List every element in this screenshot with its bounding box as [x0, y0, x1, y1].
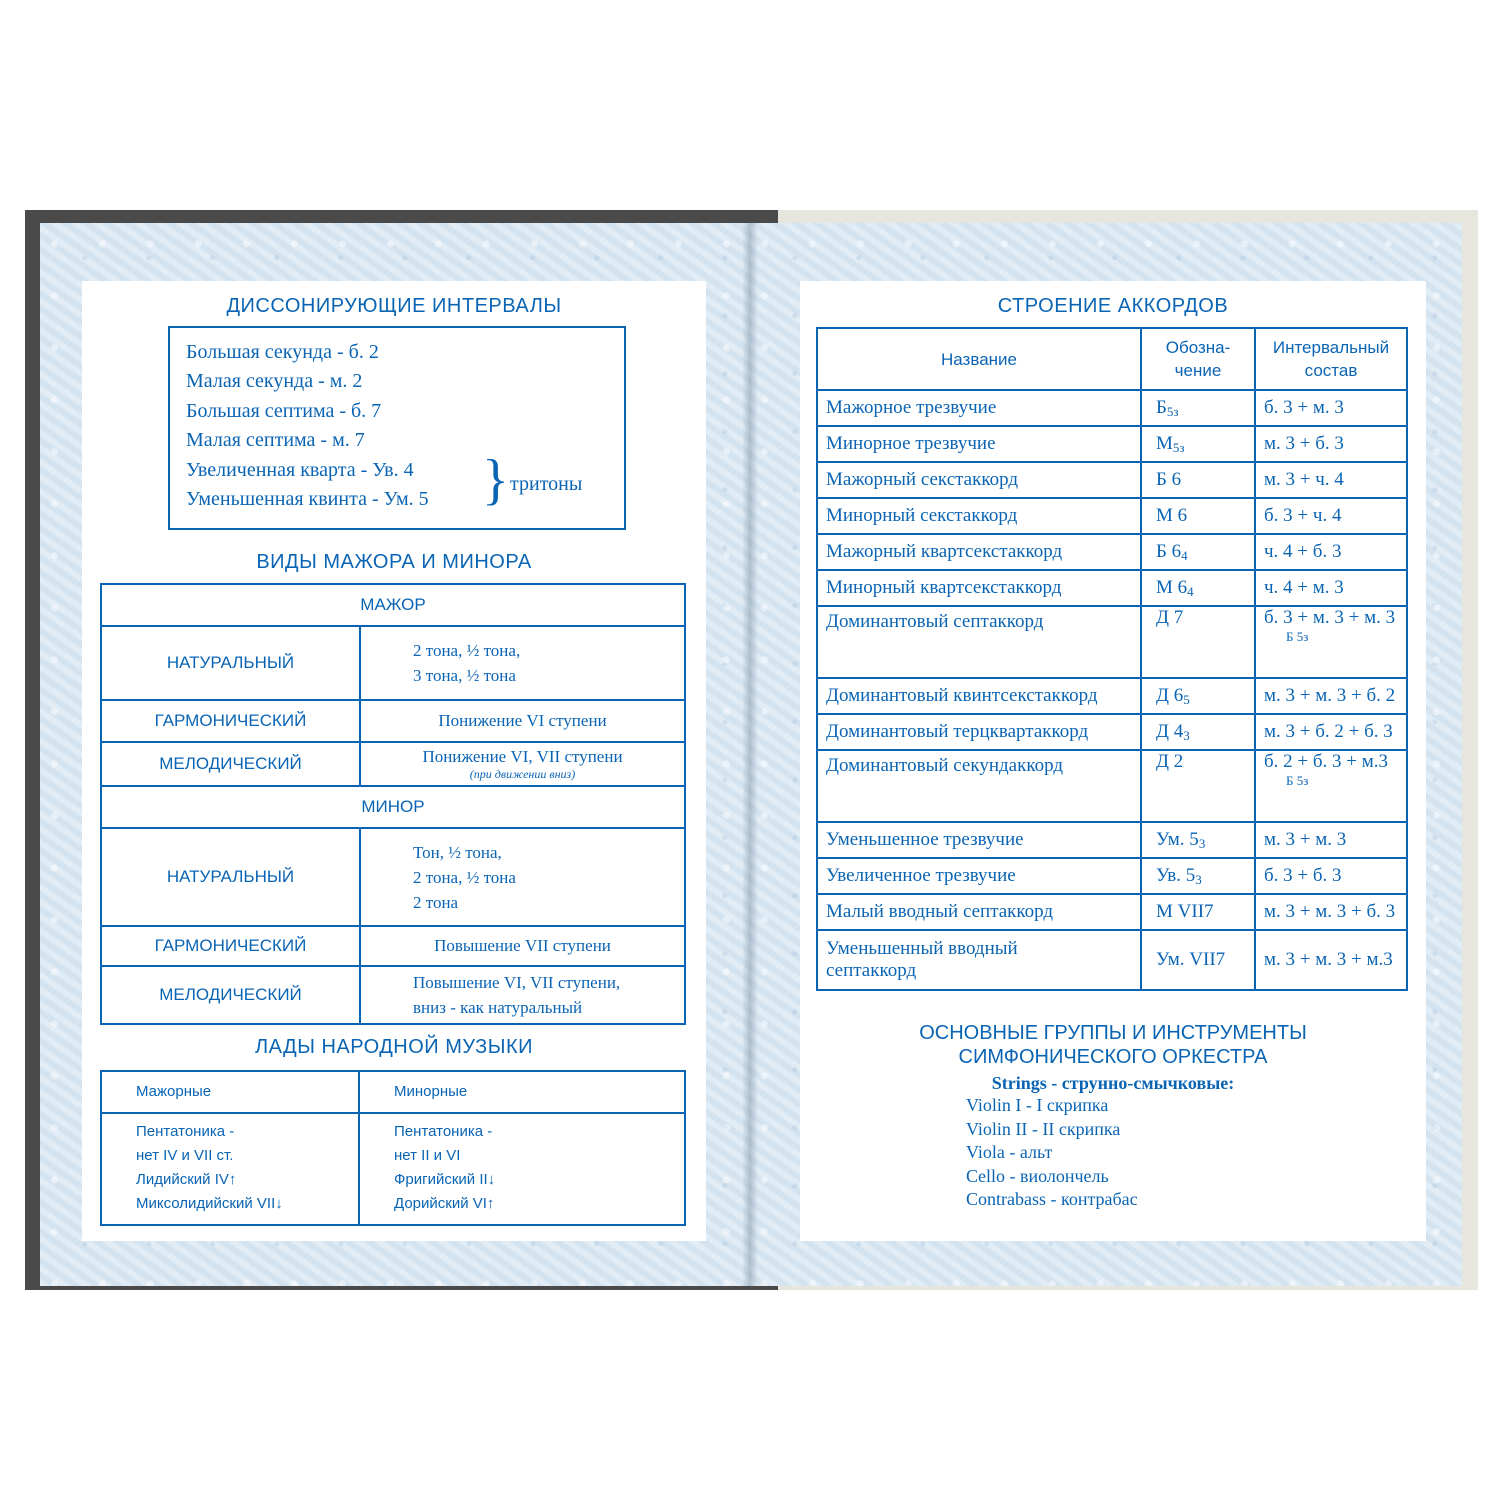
chord-symbol: Д $4_3$ [1141, 714, 1255, 750]
chord-name: Уменьшенное трезвучие [817, 822, 1141, 858]
chord-row [817, 750, 1407, 822]
chord-intervals: б. 2 + б. 3 + м.3 Б 5з [1255, 750, 1407, 822]
mode-name: МЕЛОДИЧЕСКИЙ [101, 966, 360, 1024]
instrument: Violin I - I скрипка [966, 1095, 1109, 1115]
modes-table [100, 583, 686, 1025]
chord-intervals: м. 3 + б. 3 [1255, 426, 1407, 462]
book-spine [742, 223, 758, 1286]
chord-name: Доминантовый терцквартаккорд [817, 714, 1141, 750]
chord-intervals: м. 3 + м. 3 + б. 2 [1255, 678, 1407, 714]
chord-symbol: Ум. $5_3$ [1141, 822, 1255, 858]
chord-name: Минорное трезвучие [817, 426, 1141, 462]
chord-symbol: Д 2 [1141, 750, 1255, 822]
chord-symbol: Д 7 [1141, 606, 1255, 678]
chord-intervals: ч. 4 + м. 3 [1255, 570, 1407, 606]
mode-desc: Тон, ½ тона, 2 тона, ½ тона 2 тона [360, 828, 685, 926]
chord-row [817, 894, 1407, 930]
instrument: Contrabass - контрабас [966, 1189, 1138, 1209]
chord-symbol: Ув. $5_3$ [1141, 858, 1255, 894]
chord-row [817, 498, 1407, 534]
orchestra-title-1: ОСНОВНЫЕ ГРУППЫ И ИНСТРУМЕНТЫ [919, 1022, 1307, 1044]
chord-row [817, 570, 1407, 606]
dissonant-box [168, 326, 626, 530]
orchestra-section [800, 1021, 1426, 1212]
chord-symbol: Б $6_4$ [1141, 534, 1255, 570]
chord-row [817, 390, 1407, 426]
left-panel [82, 281, 706, 1241]
chord-symbol: М $6_4$ [1141, 570, 1255, 606]
chord-row [817, 678, 1407, 714]
mode-name: ГАРМОНИЧЕСКИЙ [101, 700, 360, 742]
major-header: МАЖОР [101, 584, 685, 626]
modes-title: ВИДЫ МАЖОРА И МИНОРА [256, 551, 532, 573]
folk-header-minor: Минорные [359, 1071, 685, 1113]
folk-title: ЛАДЫ НАРОДНОЙ МУЗЫКИ [255, 1036, 533, 1058]
instrument: Cello - виолончель [966, 1165, 1109, 1186]
chord-intervals: м. 3 + м. 3 [1255, 822, 1407, 858]
chord-row [817, 714, 1407, 750]
right-panel [800, 281, 1426, 1241]
chord-name: Увеличенное трезвучие [817, 858, 1141, 894]
chord-symbol: Б 6 [1141, 462, 1255, 498]
instrument: Viola - альт [966, 1142, 1053, 1162]
chord-row [817, 822, 1407, 858]
mode-name: ГАРМОНИЧЕСКИЙ [101, 926, 360, 966]
chord-brace-note: Б 5з [1286, 773, 1309, 788]
chord-intervals: б. 3 + м. 3 + м. 3 Б 5з [1255, 606, 1407, 678]
chord-symbol: М 6 [1141, 498, 1255, 534]
chord-intervals: б. 3 + ч. 4 [1255, 498, 1407, 534]
instrument: Violin II - II скрипка [966, 1118, 1121, 1139]
dissonant-item: Уменьшенная квинта - Ум. 5 [186, 488, 429, 510]
strings-label: Strings - струнно-смычковые: [991, 1073, 1235, 1093]
mode-name: НАТУРАЛЬНЫЙ [101, 626, 360, 700]
chords-table [816, 327, 1408, 991]
chord-name: Уменьшенный вводный септаккорд [817, 930, 1141, 990]
folk-minor-list: Пентатоника - нет II и VI Фригийский II↓ Дорийский VI↑ [359, 1113, 685, 1225]
col-header-name: Название [817, 328, 1141, 390]
folk-header-major: Мажорные [101, 1071, 359, 1113]
dissonant-item: Большая секунда - б. 2 [186, 341, 379, 363]
chord-symbol: Ум. VII7 [1141, 930, 1255, 990]
chord-name: Доминантовый септаккорд [817, 606, 1141, 678]
chord-name: Доминантовый секундаккорд [817, 750, 1141, 822]
col-header-symbol: Обозна- чение [1141, 328, 1255, 390]
chord-symbol: $Б_{5з}$ [1141, 390, 1255, 426]
chord-intervals: б. 3 + б. 3 [1255, 858, 1407, 894]
mode-desc: Понижение VI, VII ступени (при движении вниз) [360, 742, 685, 786]
chord-symbol: М VII7 [1141, 894, 1255, 930]
minor-header: МИНОР [101, 786, 685, 828]
chord-intervals: м. 3 + м. 3 + м.3 [1255, 930, 1407, 990]
chord-row [817, 462, 1407, 498]
chord-name: Мажорный квартсекстаккорд [817, 534, 1141, 570]
dissonant-item: Малая септима - м. 7 [186, 429, 365, 451]
chord-name: Мажорное трезвучие [817, 390, 1141, 426]
chord-row [817, 606, 1407, 678]
mode-desc: 2 тона, ½ тона, 3 тона, ½ тона [360, 626, 685, 700]
chord-name: Мажорный секстаккорд [817, 462, 1141, 498]
chord-intervals: б. 3 + м. 3 [1255, 390, 1407, 426]
chord-row [817, 534, 1407, 570]
chord-name: Минорный секстаккорд [817, 498, 1141, 534]
folk-major-list: Пентатоника - нет IV и VII ст. Лидийский IV↑ Миксолидийский VII↓ [101, 1113, 359, 1225]
mode-desc: Повышение VI, VII ступени, вниз - как натуральный [360, 966, 685, 1024]
chord-intervals: м. 3 + б. 2 + б. 3 [1255, 714, 1407, 750]
chord-symbol: $М_{5з}$ [1141, 426, 1255, 462]
mode-desc: Повышение VII ступени [360, 926, 685, 966]
dissonant-title: ДИССОНИРУЮЩИЕ ИНТЕРВАЛЫ [226, 295, 562, 317]
chord-intervals: м. 3 + м. 3 + б. 3 [1255, 894, 1407, 930]
mode-desc: Понижение VI ступени [360, 700, 685, 742]
chord-name: Минорный квартсекстаккорд [817, 570, 1141, 606]
chord-name: Доминантовый квинтсекстаккорд [817, 678, 1141, 714]
chords-title: СТРОЕНИЕ АККОРДОВ [997, 295, 1229, 317]
chord-symbol: Д $6_5$ [1141, 678, 1255, 714]
chord-row [817, 858, 1407, 894]
chord-intervals: м. 3 + ч. 4 [1255, 462, 1407, 498]
mode-name: НАТУРАЛЬНЫЙ [101, 828, 360, 926]
chord-brace-note: Б 5з [1286, 629, 1309, 644]
dissonant-item: Малая секунда - м. 2 [186, 370, 363, 392]
chord-row [817, 930, 1407, 990]
tritones-label: тритоны [510, 473, 583, 495]
orchestra-title-2: СИМФОНИЧЕСКОГО ОРКЕСТРА [958, 1046, 1268, 1068]
chord-intervals: ч. 4 + б. 3 [1255, 534, 1407, 570]
col-header-intervals: Интервальный состав [1255, 328, 1407, 390]
dissonant-item: Увеличенная кварта - Ув. 4 [186, 459, 414, 481]
folk-table [100, 1070, 686, 1226]
mode-name: МЕЛОДИЧЕСКИЙ [101, 742, 360, 786]
tritone-brace: } [482, 449, 509, 511]
dissonant-item: Большая септима - б. 7 [186, 400, 382, 422]
chord-name: Малый вводный септаккорд [817, 894, 1141, 930]
chord-row [817, 426, 1407, 462]
